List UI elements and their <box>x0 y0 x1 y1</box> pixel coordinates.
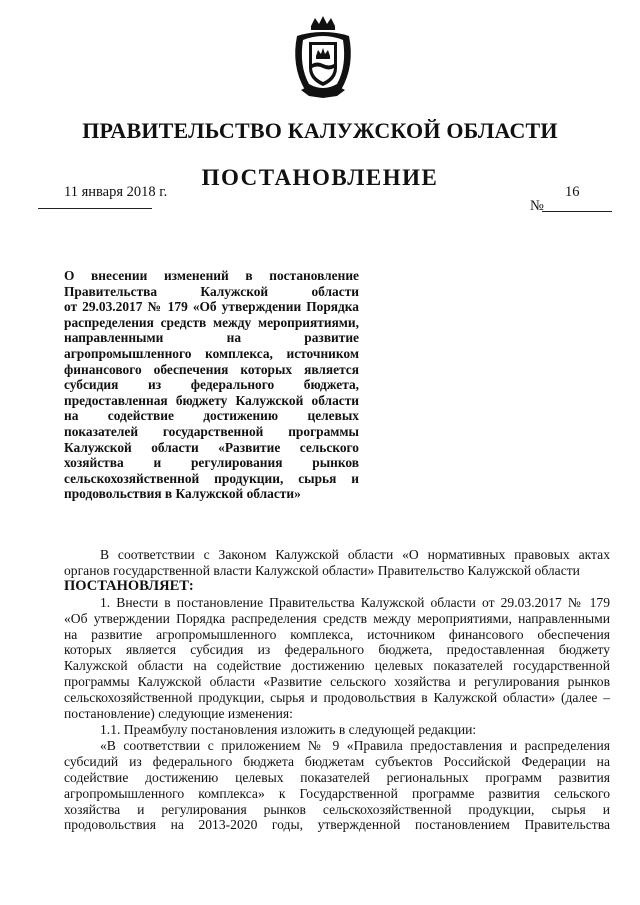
subject-line: агропромышленного комплекса, источником <box>64 345 359 361</box>
body-line: 1.1. Преамбулу постановления изложить в следующей редакции: <box>100 721 477 737</box>
body-line: «В соответствии с приложением № 9 «Правила предоставления и распределения <box>100 737 610 753</box>
subject-line: на содействие достижению целевых <box>64 408 359 424</box>
coat-of-arms-icon <box>287 16 359 100</box>
subject-line: показателей государственной программы <box>64 423 359 439</box>
body-line: 1. Внести в постановление Правительства Калужской области от 29.03.2017 № 179 <box>100 594 610 610</box>
body-line: хозяйства и регулирования рынков сельскохозяйственной продукции, сырья и <box>64 801 610 817</box>
body-line: субсидий из федерального бюджета бюджетам субъектов Российской Федерации на <box>64 753 610 769</box>
document-body <box>64 547 610 833</box>
number-underline <box>542 211 612 212</box>
subject-line: О внесении изменений в постановление <box>64 268 359 283</box>
body-line: органов государственной власти Калужской области» Правительство Калужской области <box>64 562 580 578</box>
government-title: ПРАВИТЕЛЬСТВО КАЛУЖСКОЙ ОБЛАСТИ <box>82 118 558 143</box>
subject-line: сельскохозяйственной продукции, сырья и <box>64 470 359 486</box>
body-line: постановление) следующие изменения: <box>64 706 293 722</box>
document-subject <box>64 268 359 502</box>
subject-line: хозяйства и регулирования рынков <box>64 455 359 471</box>
body-line: продовольствия на 2013-2020 годы, утвержденной постановлением Правительства <box>64 817 610 833</box>
subject-line: продовольствия в Калужской области» <box>64 486 301 502</box>
body-line: агропромышленного комплекса» к Государственной программе развития сельского <box>64 785 610 801</box>
decree-word: ПОСТАНОВЛЯЕТ: <box>64 577 194 594</box>
date-underline <box>38 208 152 209</box>
body-line: содействие достижению целевых показателей региональных программ развития <box>64 769 610 785</box>
subject-line: от 29.03.2017 № 179 «Об утверждении Порядка <box>64 299 359 315</box>
body-line: которых является субсидия из федерального бюджета, предоставленная бюджету <box>64 642 610 658</box>
subject-line: распределения средств между мероприятиями, <box>64 314 359 330</box>
body-line: Калужской области на содействие достижению целевых показателей государственной <box>64 658 610 674</box>
subject-line: предоставленная бюджету Калужской области <box>64 392 359 408</box>
body-line: «Об утверждении Порядка распределения средств между мероприятиями, направленными <box>64 610 610 626</box>
subject-line: направленными на развитие <box>64 330 359 346</box>
number-label: № <box>530 198 544 214</box>
body-line: сельскохозяйственной продукции, сырья и продовольствия в Калужской области» (далее – <box>64 690 610 706</box>
subject-line: Калужской области «Развитие сельского <box>64 439 359 455</box>
body-line: программы Калужской области «Развитие сельского хозяйства и регулирования рынков <box>64 674 610 690</box>
document-number: 16 <box>565 184 580 200</box>
document-type: ПОСТАНОВЛЕНИЕ <box>201 165 439 190</box>
subject-line: финансового обеспечения которых является <box>64 361 359 377</box>
body-line: на развитие агропромышленного комплекса, источником финансового обеспечения <box>64 626 610 642</box>
subject-line: Правительства Калужской области <box>64 283 359 299</box>
body-line: В соответствии с Законом Калужской области «О нормативных правовых актах <box>100 547 610 562</box>
subject-line: субсидия из федерального бюджета, <box>64 377 359 393</box>
document-date: 11 января 2018 г. <box>64 184 168 200</box>
